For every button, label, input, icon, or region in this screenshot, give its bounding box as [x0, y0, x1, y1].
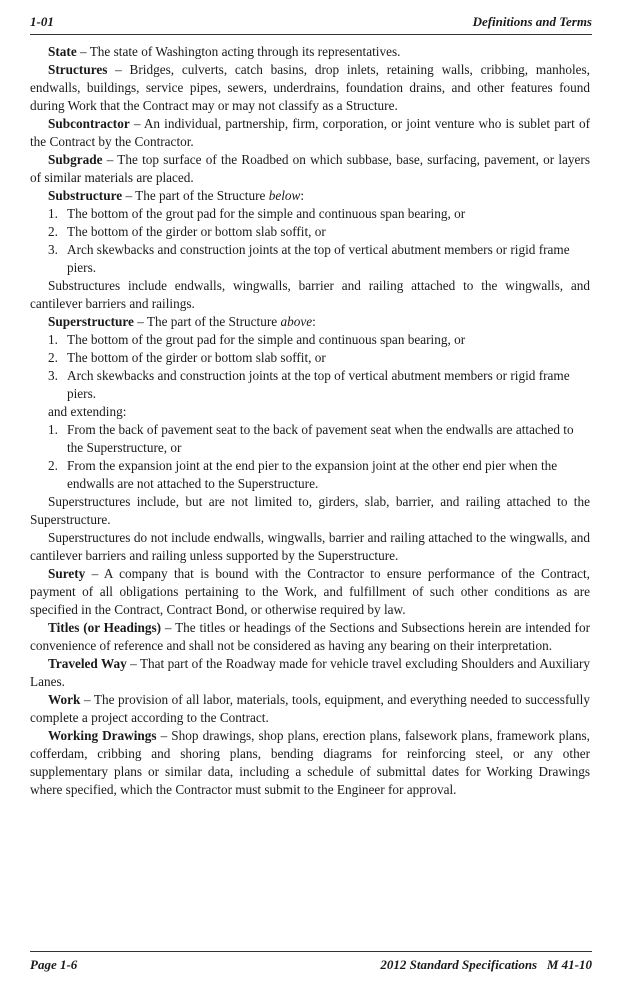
list-item: 3. Arch skewbacks and construction joints at the top of vertical abutment members or rigid frame piers. [48, 242, 570, 275]
list-item: 2. The bottom of the girder or bottom slab soffit, or [48, 350, 326, 365]
list-item: 1. The bottom of the grout pad for the simple and continuous span bearing, or [48, 206, 466, 221]
header-rule [30, 34, 592, 35]
term: Structures [48, 62, 108, 77]
term: Traveled Way [48, 656, 127, 671]
term: Surety [48, 566, 86, 581]
superstructure-note-2: Superstructures do not include endwalls, wingwalls, barrier and railing attached to the wingwalls, and cantilever barriers and railing unless supported by the Superstructure. [30, 530, 590, 563]
term: Work [48, 692, 81, 707]
term: State [48, 44, 77, 59]
running-header [30, 14, 592, 32]
term: Subgrade [48, 152, 103, 167]
def-surety: Surety – A company that is bound with the Contractor to ensure performance of the Contract, payment of all obligations pertaining to the Work, and fulfillment of such other conditions as are specified in the Contract, Contract Bond, or otherwise required by law. [30, 566, 590, 617]
page-number: Page 1-6 [30, 957, 78, 972]
and-extending: and extending: [48, 404, 127, 419]
section-number: 1-01 [30, 14, 54, 29]
list-item: 1. The bottom of the grout pad for the simple and continuous span bearing, or [48, 332, 466, 347]
publication-title: 2012 Standard Specifications M 41-10 [380, 957, 592, 972]
list-item: 2. From the expansion joint at the end pier to the expansion joint at the other end pier when the endwalls are not attached to the Superstructure. [48, 458, 558, 491]
term: Substructure [48, 188, 123, 203]
def-subgrade: Subgrade – The top surface of the Roadbed on which subbase, base, surfacing, pavement, or layers of similar materials are placed. [30, 152, 590, 185]
def-titles: Titles (or Headings) – The titles or headings of the Sections and Subsections herein are intended for convenience of reference and shall not be considered as having any bearing on their interpretation. [30, 620, 590, 653]
section-title: Definitions and Terms [472, 14, 592, 29]
def-subcontractor: Subcontractor – An individual, partnership, firm, corporation, or joint venture who is sublet part of the Contract by the Contractor. [30, 116, 590, 149]
footer-rule [30, 951, 592, 952]
def-state: State – The state of Washington acting through its representatives. [48, 44, 401, 59]
list-item: 3. Arch skewbacks and construction joints at the top of vertical abutment members or rigid frame piers. [48, 368, 570, 401]
list-item: 1. From the back of pavement seat to the back of pavement seat when the endwalls are attached to the Superstructure, or [48, 422, 574, 455]
def-work: Work – The provision of all labor, materials, tools, equipment, and everything needed to successfully complete a project according to the Contract. [30, 692, 590, 725]
def-superstructure: Superstructure – The part of the Structure above: [48, 314, 316, 329]
def-structures: Structures – Bridges, culverts, catch basins, drop inlets, retaining walls, cribbing, manholes, endwalls, buildings, service pipes, sewers, underdrains, foundation drains, and other features found during Work that the Contract may or may not classify as a Structure. [30, 62, 590, 113]
def-substructure: Substructure – The part of the Structure below: [48, 188, 305, 203]
running-footer [30, 957, 592, 975]
term: Working Drawings [48, 728, 157, 743]
substructure-note: Substructures include endwalls, wingwalls, barrier and railing attached to the wingwalls, and cantilever barriers and railings. [30, 278, 590, 311]
term: Superstructure [48, 314, 134, 329]
term: Titles (or Headings) [48, 620, 162, 635]
definitions-body [30, 43, 590, 799]
def-working-drawings: Working Drawings – Shop drawings, shop plans, erection plans, falsework plans, framework plans, cofferdam, cribbing and shoring plans, bending diagrams for reinforcing steel, or any other supplementary plans or similar data, including a schedule of submittal dates for Working Drawings where specified, which the Contractor must submit to the Engineer for approval. [30, 728, 590, 797]
term: Subcontractor [48, 116, 130, 131]
superstructure-note-1: Superstructures include, but are not limited to, girders, slab, barrier, and railing attached to the Superstructure. [30, 494, 590, 527]
list-item: 2. The bottom of the girder or bottom slab soffit, or [48, 224, 326, 239]
def-traveled-way: Traveled Way – That part of the Roadway made for vehicle travel excluding Shoulders and Auxiliary Lanes. [30, 656, 591, 689]
